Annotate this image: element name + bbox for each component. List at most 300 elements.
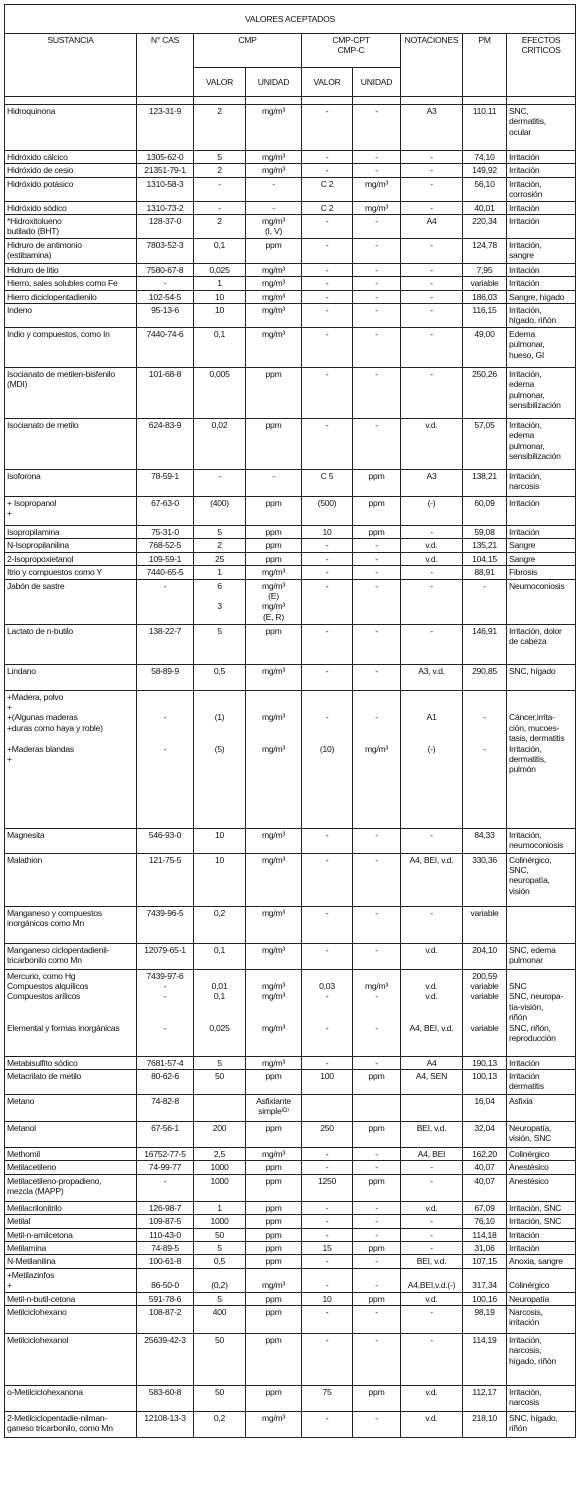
cell-unidad-cmp: ppm bbox=[246, 367, 302, 418]
cell-efectos: SNC, hígado bbox=[507, 664, 576, 690]
cell-sustancia: Metabisulfito sódico bbox=[5, 1056, 137, 1069]
cell-sustancia: Isocianato de metilen-bisfenilo (MDI) bbox=[5, 367, 137, 418]
cell-notaciones: v.d. bbox=[401, 1292, 463, 1305]
cell-unidad-cmp: mg/m³ bbox=[246, 906, 302, 943]
cell-unidad-cmp: ppm bbox=[246, 525, 302, 538]
cell-valor-cpt: - bbox=[302, 1201, 353, 1214]
cell-efectos: Edema pulmonar, hueso, GI bbox=[507, 327, 576, 367]
header-notaciones: NOTACIONES bbox=[401, 34, 463, 97]
cell-pm: 100,13 bbox=[463, 1069, 507, 1094]
cell-valor-cpt: - bbox=[302, 943, 353, 969]
table-row bbox=[5, 105, 576, 151]
cell-notaciones: - bbox=[401, 151, 463, 164]
cell-unidad-cmp: ppm bbox=[246, 1255, 302, 1268]
header-efectos: EFECTOS CRITICOS bbox=[507, 34, 576, 97]
cell-sustancia: +Metilazinfos + bbox=[5, 1268, 137, 1292]
cell-valor-cmp: 10 bbox=[194, 304, 246, 328]
cell-efectos: Irritación, dolor de cabeza bbox=[507, 624, 576, 664]
cell-sustancia: Methomil bbox=[5, 1147, 137, 1160]
table-row bbox=[5, 201, 576, 214]
cell-efectos: Irritación bbox=[507, 525, 576, 538]
cell-cas: 75-31-0 bbox=[137, 525, 194, 538]
cell-cas: 624-83-9 bbox=[137, 418, 194, 469]
cell-unidad-cpt: - bbox=[353, 164, 401, 177]
cell-pm: 40,07 bbox=[463, 1174, 507, 1201]
cell-sustancia: Malathion bbox=[5, 853, 137, 906]
cell-sustancia: o-Metilciclohexanona bbox=[5, 1385, 137, 1411]
cell-valor-cmp: 50 bbox=[194, 1069, 246, 1094]
cell-cas: 16752-77-5 bbox=[137, 1147, 194, 1160]
cell-notaciones: A3 bbox=[401, 469, 463, 496]
cell-valor-cpt: 250 bbox=[302, 1121, 353, 1147]
cell-valor-cmp: 0,01 0,1 0,025 bbox=[194, 969, 246, 1056]
cell-cas: 12108-13-3 bbox=[137, 1411, 194, 1437]
cell-sustancia: Metilciclohexanol bbox=[5, 1333, 137, 1385]
cell-unidad-cpt: - bbox=[353, 304, 401, 328]
table-row bbox=[5, 1121, 576, 1147]
header-cmp-cpt: CMP-CPT CMP-C bbox=[302, 34, 401, 68]
cell-unidad-cpt: - bbox=[353, 579, 401, 624]
cell-valor-cpt: - bbox=[302, 1255, 353, 1268]
cell-valor-cmp: 1 bbox=[194, 566, 246, 579]
cell-cas: 7580-67-8 bbox=[137, 263, 194, 276]
cell-notaciones: - bbox=[401, 624, 463, 664]
cell-valor-cpt: - bbox=[302, 1228, 353, 1241]
cell-valor-cpt: - bbox=[302, 263, 353, 276]
table-row bbox=[5, 579, 576, 624]
cell-valor-cpt: - bbox=[302, 853, 353, 906]
cell-valor-cmp: 0,5 bbox=[194, 1255, 246, 1268]
cell-cas: 109-59-1 bbox=[137, 552, 194, 565]
cell-valor-cmp: (1) (5) bbox=[194, 690, 246, 828]
cell-cas: - bbox=[137, 1174, 194, 1201]
cell-unidad-cpt: - bbox=[353, 1147, 401, 1160]
cell-cas: 591-78-6 bbox=[137, 1292, 194, 1305]
cell-notaciones: - bbox=[401, 579, 463, 624]
cell-valor-cpt: - bbox=[302, 277, 353, 290]
cell-unidad-cpt: ppm bbox=[353, 496, 401, 525]
cell-pm: 76,10 bbox=[463, 1215, 507, 1228]
table-row bbox=[5, 906, 576, 943]
table-row bbox=[5, 943, 576, 969]
cell-sustancia: Indeno bbox=[5, 304, 137, 328]
cell-unidad-cmp: - bbox=[246, 177, 302, 201]
cell-cas: 108-87-2 bbox=[137, 1305, 194, 1333]
cell-notaciones: v.d. bbox=[401, 418, 463, 469]
cell-unidad-cpt: - bbox=[353, 151, 401, 164]
table-row bbox=[5, 566, 576, 579]
cell-cas: 78-59-1 bbox=[137, 469, 194, 496]
cell-notaciones: - bbox=[401, 1161, 463, 1174]
cell-notaciones: A4, BEI, v.d. bbox=[401, 853, 463, 906]
cell-efectos: Irritación, hígado, riñón bbox=[507, 304, 576, 328]
table-row bbox=[5, 263, 576, 276]
cell-notaciones: A1 (-) bbox=[401, 690, 463, 828]
cell-unidad-cmp: ppm bbox=[246, 1215, 302, 1228]
spacer-cell bbox=[401, 97, 463, 105]
cell-unidad-cmp: mg/m³ bbox=[246, 290, 302, 303]
cell-valor-cpt: - bbox=[302, 664, 353, 690]
cell-efectos: Irritación, edema pulmonar, sensibilización bbox=[507, 418, 576, 469]
spacer-cell bbox=[246, 97, 302, 105]
cell-valor-cpt: 10 bbox=[302, 1292, 353, 1305]
cell-sustancia: +Madera, polvo + +(Algunas maderas +duras como haya y roble) +Maderas blandas + bbox=[5, 690, 137, 828]
cell-cas: 546-93-0 bbox=[137, 828, 194, 853]
cell-unidad-cmp: ppm bbox=[246, 1333, 302, 1385]
cell-pm: 84,33 bbox=[463, 828, 507, 853]
cell-efectos: Neuropatía, visión, SNC bbox=[507, 1121, 576, 1147]
cell-unidad-cmp: ppm bbox=[246, 1305, 302, 1333]
cell-valor-cmp: - bbox=[194, 177, 246, 201]
table-row bbox=[5, 1268, 576, 1292]
cell-valor-cpt: - bbox=[302, 1161, 353, 1174]
cell-unidad-cpt: - bbox=[353, 664, 401, 690]
cell-unidad-cpt: mg/m³ bbox=[353, 177, 401, 201]
cell-unidad-cmp: ppm bbox=[246, 1069, 302, 1094]
cell-cas: 138-22-7 bbox=[137, 624, 194, 664]
cell-valor-cpt: - bbox=[302, 1411, 353, 1437]
cell-cas: 74-89-5 bbox=[137, 1241, 194, 1254]
cell-efectos: Irritación dermatitis bbox=[507, 1069, 576, 1094]
cell-valor-cpt: 75 bbox=[302, 1385, 353, 1411]
cell-unidad-cmp: mg/m³ bbox=[246, 1411, 302, 1437]
cell-valor-cpt: - bbox=[302, 1056, 353, 1069]
cell-cas: 1310-58-3 bbox=[137, 177, 194, 201]
cell-valor-cmp: (400) bbox=[194, 496, 246, 525]
cell-valor-cpt: 0,03 - - bbox=[302, 969, 353, 1056]
cell-valor-cpt: - bbox=[302, 238, 353, 263]
cell-unidad-cmp: ppm bbox=[246, 1385, 302, 1411]
cell-cas: 67-63-0 bbox=[137, 496, 194, 525]
cell-unidad-cpt: - bbox=[353, 263, 401, 276]
cell-notaciones: - bbox=[401, 525, 463, 538]
cell-notaciones bbox=[401, 1094, 463, 1121]
cell-unidad-cmp: mg/m³ bbox=[246, 1268, 302, 1292]
cell-cas: 7440-65-5 bbox=[137, 566, 194, 579]
cell-unidad-cpt: - bbox=[353, 1268, 401, 1292]
table-row bbox=[5, 469, 576, 496]
cell-sustancia: Hidróxido sódico bbox=[5, 201, 137, 214]
spacer-cell bbox=[507, 97, 576, 105]
cell-unidad-cpt: - bbox=[353, 828, 401, 853]
cell-unidad-cpt: - bbox=[353, 1228, 401, 1241]
cell-pm: 49,00 bbox=[463, 327, 507, 367]
cell-efectos: Irritación, SNC bbox=[507, 1215, 576, 1228]
cell-notaciones: - bbox=[401, 327, 463, 367]
cell-valor-cpt: - bbox=[302, 1147, 353, 1160]
cell-unidad-cmp: mg/m³ bbox=[246, 105, 302, 151]
cell-valor-cmp: 2,5 bbox=[194, 1147, 246, 1160]
cell-efectos: Neuropatía bbox=[507, 1292, 576, 1305]
cell-notaciones: - bbox=[401, 201, 463, 214]
cell-valor-cmp: 0,2 bbox=[194, 906, 246, 943]
cell-sustancia: Hidruro de antimonio (estibamina) bbox=[5, 238, 137, 263]
cell-unidad-cmp: ppm bbox=[246, 496, 302, 525]
cell-sustancia: N-Metilanilina bbox=[5, 1255, 137, 1268]
cell-cas: 58-89-9 bbox=[137, 664, 194, 690]
cell-efectos: Irritación, narcosis bbox=[507, 469, 576, 496]
cell-unidad-cmp: mg/m³ bbox=[246, 853, 302, 906]
cell-valor-cpt: - bbox=[302, 290, 353, 303]
cell-sustancia: Metilal bbox=[5, 1215, 137, 1228]
cell-pm: 40,07 bbox=[463, 1161, 507, 1174]
cell-efectos: SNC SNC, neuropa- tía-visión, riñón SNC, riñón, reproducción bbox=[507, 969, 576, 1056]
cell-unidad-cmp: mg/m³ bbox=[246, 943, 302, 969]
cell-valor-cmp: 5 bbox=[194, 525, 246, 538]
cell-notaciones: - bbox=[401, 238, 463, 263]
cell-pm: 98,19 bbox=[463, 1305, 507, 1333]
cell-notaciones: A4, BEI bbox=[401, 1147, 463, 1160]
cell-unidad-cmp: ppm bbox=[246, 552, 302, 565]
cell-unidad-cpt: - bbox=[353, 566, 401, 579]
cell-cas: 7803-52-3 bbox=[137, 238, 194, 263]
cell-pm: 186,03 bbox=[463, 290, 507, 303]
cell-unidad-cmp: ppm bbox=[246, 1201, 302, 1214]
cell-valor-cmp: 10 bbox=[194, 290, 246, 303]
cell-notaciones: A4 bbox=[401, 1056, 463, 1069]
cell-valor-cmp bbox=[194, 1094, 246, 1121]
cell-unidad-cpt: - bbox=[353, 906, 401, 943]
cell-efectos: Irritación, SNC bbox=[507, 1201, 576, 1214]
cell-pm: 59,08 bbox=[463, 525, 507, 538]
cell-sustancia: 2-Metilciclopentadie-nilman- ganeso tricarbonilo, como Mn bbox=[5, 1411, 137, 1437]
header-valor-cpt: VALOR bbox=[302, 68, 353, 97]
cell-unidad-cpt: - bbox=[353, 1161, 401, 1174]
table-row bbox=[5, 1292, 576, 1305]
cell-valor-cmp: 10 bbox=[194, 828, 246, 853]
cell-cas: 1310-73-2 bbox=[137, 201, 194, 214]
cell-unidad-cpt: ppm bbox=[353, 1069, 401, 1094]
cell-cas: 25639-42-3 bbox=[137, 1333, 194, 1385]
table-row bbox=[5, 418, 576, 469]
table-row bbox=[5, 1305, 576, 1333]
cell-unidad-cmp: ppm bbox=[246, 238, 302, 263]
cell-pm: - bbox=[463, 579, 507, 624]
cell-efectos: Neumoconiosis bbox=[507, 579, 576, 624]
cell-valor-cmp: 50 bbox=[194, 1228, 246, 1241]
cell-valor-cmp: 50 bbox=[194, 1333, 246, 1385]
cell-efectos: Irritación bbox=[507, 263, 576, 276]
cell-efectos: Narcosis, irritación bbox=[507, 1305, 576, 1333]
table-row bbox=[5, 215, 576, 239]
cell-sustancia: Hidróxido cálcico bbox=[5, 151, 137, 164]
header-cmp: CMP bbox=[194, 34, 302, 68]
table-row bbox=[5, 1255, 576, 1268]
cell-notaciones: v.d. v.d. A4, BEI, v.d. bbox=[401, 969, 463, 1056]
cell-efectos: Anestésico bbox=[507, 1161, 576, 1174]
cell-valor-cpt: - bbox=[302, 566, 353, 579]
cell-cas: 86-50-0 bbox=[137, 1268, 194, 1292]
cell-pm: 138,21 bbox=[463, 469, 507, 496]
cell-valor-cpt: - bbox=[302, 327, 353, 367]
cell-unidad-cpt: - bbox=[353, 327, 401, 367]
cell-valor-cmp: 0,1 bbox=[194, 943, 246, 969]
cell-notaciones: - bbox=[401, 828, 463, 853]
cell-efectos: Irritación, corrosión bbox=[507, 177, 576, 201]
table-row bbox=[5, 1069, 576, 1094]
table-row bbox=[5, 238, 576, 263]
table-row bbox=[5, 1056, 576, 1069]
table-row bbox=[5, 969, 576, 1056]
cell-sustancia: Isopropilamina bbox=[5, 525, 137, 538]
table-row bbox=[5, 496, 576, 525]
header-cas: N° CAS bbox=[137, 34, 194, 97]
cell-pm: 32,04 bbox=[463, 1121, 507, 1147]
cell-valor-cmp: 5 bbox=[194, 624, 246, 664]
cell-pm: 16,04 bbox=[463, 1094, 507, 1121]
cell-unidad-cpt: mg/m³ bbox=[353, 201, 401, 214]
cell-pm: 204,10 bbox=[463, 943, 507, 969]
table-row bbox=[5, 539, 576, 552]
cell-valor-cpt: C 5 bbox=[302, 469, 353, 496]
cell-sustancia: Metilamina bbox=[5, 1241, 137, 1254]
cell-cas: 7439-96-5 bbox=[137, 906, 194, 943]
cell-efectos: Irritación bbox=[507, 1056, 576, 1069]
cell-pm: 74,10 bbox=[463, 151, 507, 164]
cell-cas: 100-61-8 bbox=[137, 1255, 194, 1268]
cell-valor-cmp: 25 bbox=[194, 552, 246, 565]
cell-valor-cpt: - bbox=[302, 1305, 353, 1333]
cell-pm: 31,06 bbox=[463, 1241, 507, 1254]
cell-valor-cpt: - bbox=[302, 164, 353, 177]
cell-valor-cpt: 15 bbox=[302, 1241, 353, 1254]
cell-valor-cpt: - bbox=[302, 215, 353, 239]
cell-unidad-cmp: ppm bbox=[246, 1121, 302, 1147]
cell-sustancia: N-Isopropilanilina bbox=[5, 539, 137, 552]
table-row bbox=[5, 690, 576, 828]
cell-unidad-cpt: - bbox=[353, 552, 401, 565]
cell-pm: 56,10 bbox=[463, 177, 507, 201]
cell-valor-cmp: 5 bbox=[194, 1241, 246, 1254]
cell-valor-cpt: - bbox=[302, 624, 353, 664]
cell-pm: 7,95 bbox=[463, 263, 507, 276]
cell-sustancia: *Hidroxitolueno butilado (BHT) bbox=[5, 215, 137, 239]
spacer-cell bbox=[194, 97, 246, 105]
cell-pm: 220,34 bbox=[463, 215, 507, 239]
spacer-cell bbox=[302, 97, 353, 105]
cell-unidad-cmp: mg/m³ mg/m³ mg/m³ bbox=[246, 969, 302, 1056]
cell-sustancia: + Isopropanol + bbox=[5, 496, 137, 525]
cell-notaciones: A4 bbox=[401, 215, 463, 239]
table-row bbox=[5, 525, 576, 538]
cell-efectos: Irritación bbox=[507, 496, 576, 525]
cell-pm: 146,91 bbox=[463, 624, 507, 664]
cell-pm: 88,91 bbox=[463, 566, 507, 579]
cell-pm: 162,20 bbox=[463, 1147, 507, 1160]
cell-pm: 107,15 bbox=[463, 1255, 507, 1268]
cell-cas: 80-62-6 bbox=[137, 1069, 194, 1094]
table-row bbox=[5, 1201, 576, 1214]
cell-pm: 114,18 bbox=[463, 1228, 507, 1241]
header-sustancia: SUSTANCIA bbox=[5, 34, 137, 97]
cell-unidad-cmp: ppm bbox=[246, 418, 302, 469]
cell-valor-cmp: - bbox=[194, 201, 246, 214]
cell-unidad-cpt: - bbox=[353, 539, 401, 552]
cell-cas: 101-68-8 bbox=[137, 367, 194, 418]
cell-pm: variable bbox=[463, 906, 507, 943]
spacer-cell bbox=[137, 97, 194, 105]
cell-efectos: Irritación, narcosis bbox=[507, 1385, 576, 1411]
cell-valor-cmp: 5 bbox=[194, 151, 246, 164]
cell-notaciones: (-) bbox=[401, 496, 463, 525]
cell-valor-cmp: 200 bbox=[194, 1121, 246, 1147]
cell-pm: 57,05 bbox=[463, 418, 507, 469]
cell-valor-cmp: 2 bbox=[194, 164, 246, 177]
cell-cas: 102-54-5 bbox=[137, 290, 194, 303]
cell-cas: - bbox=[137, 277, 194, 290]
cell-valor-cmp: 0,5 bbox=[194, 664, 246, 690]
cell-unidad-cpt: - mg/m³ bbox=[353, 690, 401, 828]
cell-pm: 317,34 bbox=[463, 1268, 507, 1292]
cell-cas: 1305-62-0 bbox=[137, 151, 194, 164]
cell-sustancia: Hidróxido potásico bbox=[5, 177, 137, 201]
cell-pm: 112,17 bbox=[463, 1385, 507, 1411]
cell-valor-cmp: 1000 bbox=[194, 1174, 246, 1201]
cell-sustancia: Manganeso y compuestos inorgánicos como Mn bbox=[5, 906, 137, 943]
cell-pm: 124,78 bbox=[463, 238, 507, 263]
table-row bbox=[5, 1411, 576, 1437]
cell-notaciones: A3 bbox=[401, 105, 463, 151]
cell-cas: 74-99-77 bbox=[137, 1161, 194, 1174]
cell-cas: 7439-97-6 - - - bbox=[137, 969, 194, 1056]
table-row bbox=[5, 290, 576, 303]
cell-unidad-cpt: - bbox=[353, 1333, 401, 1385]
cell-pm: 218,10 bbox=[463, 1411, 507, 1437]
cell-efectos: Irritación, neumoconiosis bbox=[507, 828, 576, 853]
cell-pm: - - bbox=[463, 690, 507, 828]
table-row bbox=[5, 327, 576, 367]
cell-sustancia: Lindano bbox=[5, 664, 137, 690]
cell-valor-cpt bbox=[302, 1094, 353, 1121]
cell-notaciones: A4,BEI,v.d.(-) bbox=[401, 1268, 463, 1292]
cell-efectos: Irritación bbox=[507, 277, 576, 290]
table-row bbox=[5, 304, 576, 328]
cell-unidad-cmp: mg/m³ (E) mg/m³ (E, R) bbox=[246, 579, 302, 624]
cell-unidad-cmp: ppm bbox=[246, 1241, 302, 1254]
cell-valor-cmp: (0,2) bbox=[194, 1268, 246, 1292]
cell-valor-cmp: 0,2 bbox=[194, 1411, 246, 1437]
cell-cas: 583-60-8 bbox=[137, 1385, 194, 1411]
cell-cas: - - bbox=[137, 690, 194, 828]
cell-valor-cmp: 2 bbox=[194, 105, 246, 151]
cell-pm: 60,09 bbox=[463, 496, 507, 525]
table-row bbox=[5, 164, 576, 177]
cell-unidad-cmp: mg/m³ bbox=[246, 164, 302, 177]
cell-unidad-cpt: - bbox=[353, 238, 401, 263]
cell-efectos: Irritación bbox=[507, 1241, 576, 1254]
cell-efectos: Cáncer,irrita- ción, mucoes- tasis, dermatitis Irritación, dermatitis, pulmón bbox=[507, 690, 576, 828]
cell-cas: 7440-74-6 bbox=[137, 327, 194, 367]
cell-unidad-cpt: - bbox=[353, 277, 401, 290]
cell-pm: 290,85 bbox=[463, 664, 507, 690]
cell-unidad-cpt: - bbox=[353, 1305, 401, 1333]
cell-sustancia: Mercurio, como Hg Compuestos alquílicos Compuestos arílicos Elemental y formas inorgánicas bbox=[5, 969, 137, 1056]
cell-valor-cmp: 2 bbox=[194, 215, 246, 239]
cell-notaciones: A4, SEN bbox=[401, 1069, 463, 1094]
table-row bbox=[5, 853, 576, 906]
cell-unidad-cmp: ppm bbox=[246, 624, 302, 664]
cell-unidad-cmp: mg/m³ bbox=[246, 151, 302, 164]
cell-sustancia: Hidruro de litio bbox=[5, 263, 137, 276]
cell-unidad-cpt: ppm bbox=[353, 1292, 401, 1305]
cell-valor-cmp: 10 bbox=[194, 853, 246, 906]
cell-efectos: Irritación bbox=[507, 215, 576, 239]
cell-valor-cpt: - bbox=[302, 1215, 353, 1228]
cell-pm: variable bbox=[463, 277, 507, 290]
cell-efectos: Fibrosis bbox=[507, 566, 576, 579]
cell-unidad-cmp: - bbox=[246, 469, 302, 496]
cell-unidad-cpt: ppm bbox=[353, 1121, 401, 1147]
